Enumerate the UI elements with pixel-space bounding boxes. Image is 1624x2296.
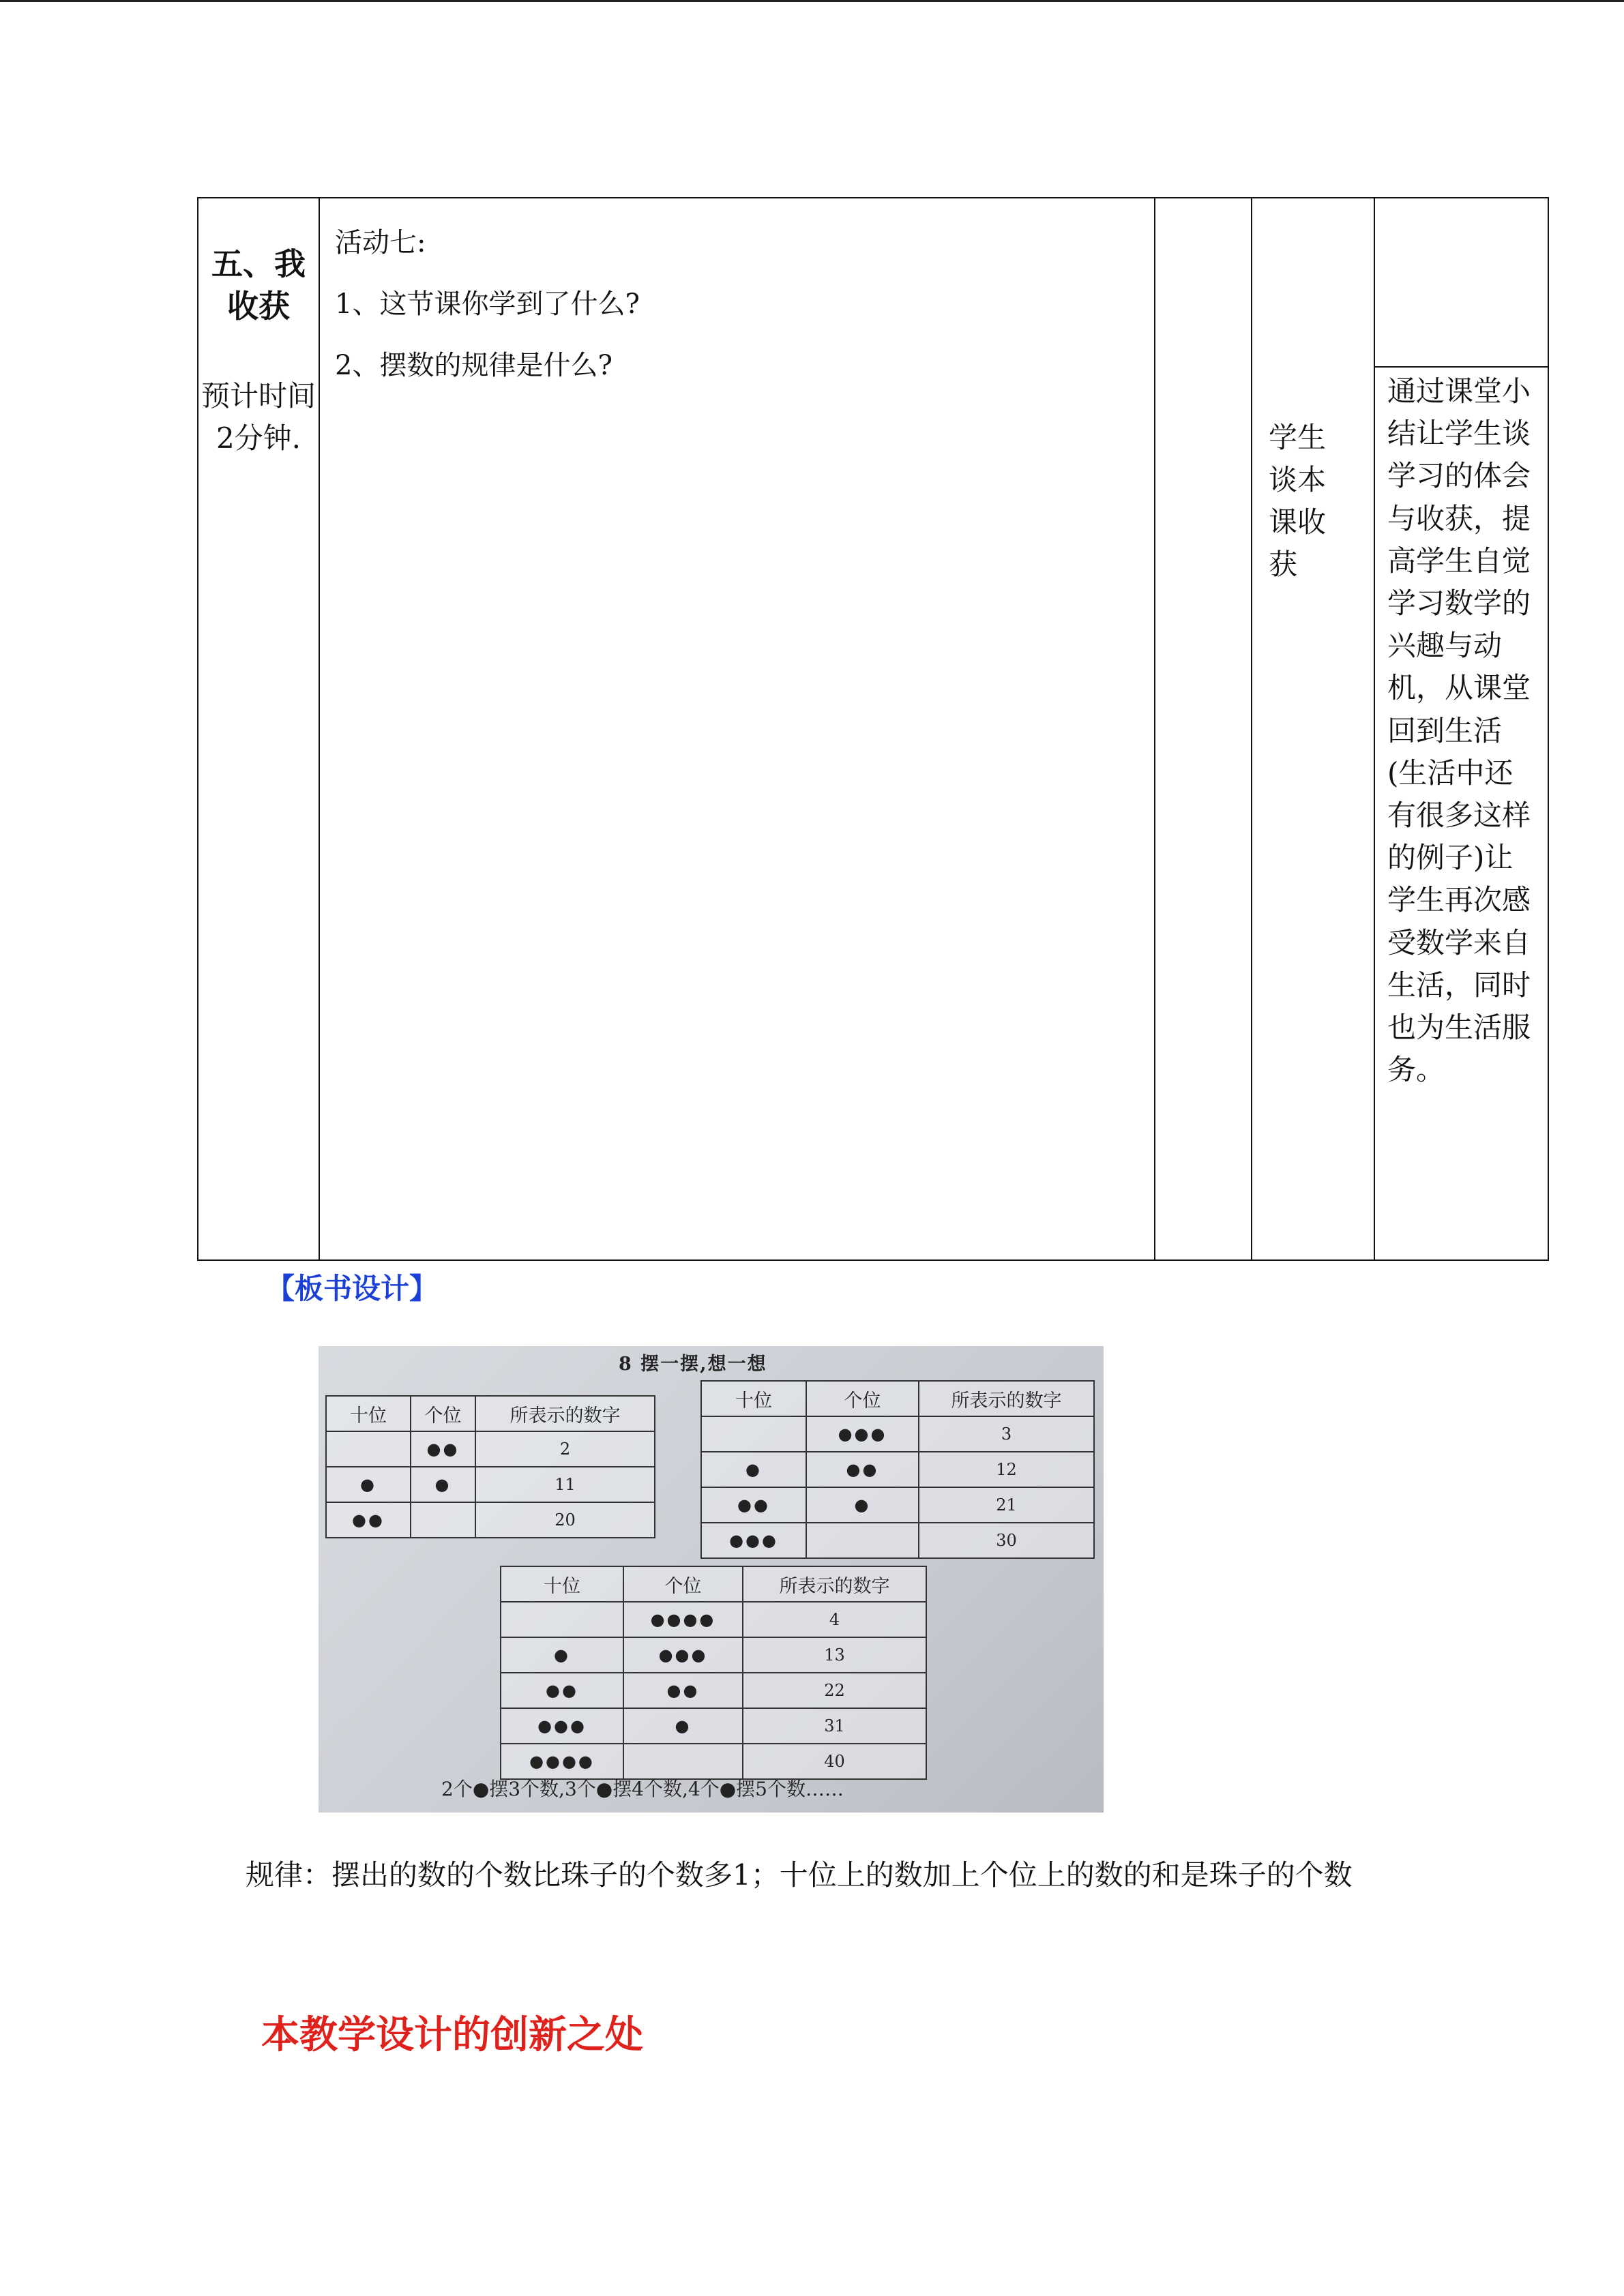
stage-title: 五、我收获 <box>211 245 306 325</box>
tens-beads: ●●● <box>501 1708 623 1744</box>
number-cell: 20 <box>475 1502 655 1538</box>
design-purpose-text: 通过课堂小结让学生谈学习的体会与收获，提高学生自觉学习数学的兴趣与动机，从课堂回到生活(生活中还有很多这样的例子)让学生再次感受数学来自生活，同时也为生活服务。 <box>1387 374 1531 1087</box>
ones-beads: ●● <box>806 1452 919 1487</box>
table-row <box>198 198 1548 1260</box>
student-activity-cell <box>1252 198 1374 1260</box>
bead-table-1 <box>325 1395 655 1538</box>
ones-beads: ●● <box>623 1673 743 1708</box>
empty-cell <box>1155 198 1252 1260</box>
ones-beads: ●●●● <box>623 1602 743 1637</box>
tens-beads: ●● <box>701 1487 806 1523</box>
table-row <box>326 1467 655 1502</box>
table-row <box>701 1487 1094 1523</box>
number-cell: 22 <box>743 1673 926 1708</box>
activity-cell <box>319 198 1155 1260</box>
textbook-photo <box>319 1346 1104 1813</box>
stage-time: 预计时间2分钟. <box>201 379 316 455</box>
tens-beads <box>501 1602 623 1637</box>
number-cell: 11 <box>475 1467 655 1502</box>
ones-beads: ●●● <box>623 1637 743 1673</box>
tens-beads: ● <box>701 1452 806 1487</box>
tens-beads: ● <box>326 1467 411 1502</box>
number-cell: 21 <box>919 1487 1094 1523</box>
table-row <box>501 1602 926 1637</box>
board-design-heading: 【板书设计】 <box>266 1272 439 1305</box>
tens-beads <box>326 1431 411 1467</box>
table-header-row <box>326 1396 655 1431</box>
tens-beads: ●●● <box>701 1523 806 1558</box>
number-cell: 40 <box>743 1744 926 1779</box>
bead-table-3 <box>500 1566 927 1780</box>
header-number: 所表示的数字 <box>919 1381 1094 1416</box>
header-number: 所表示的数字 <box>475 1396 655 1431</box>
innovation-heading: 本教学设计的创新之处 <box>261 2012 643 2057</box>
table-header-row <box>701 1381 1094 1416</box>
table-row <box>501 1673 926 1708</box>
activity-line: 1、这节课你学到了什么? <box>335 288 640 320</box>
ones-beads: ● <box>623 1708 743 1744</box>
student-activity: 学生谈本课收获 <box>1269 421 1327 581</box>
number-cell: 30 <box>919 1523 1094 1558</box>
page-top-border <box>0 0 1624 2</box>
number-cell: 3 <box>919 1416 1094 1452</box>
ones-beads <box>411 1502 475 1538</box>
cell-divider <box>1375 366 1548 368</box>
lesson-plan-table <box>197 197 1549 1261</box>
header-number: 所表示的数字 <box>743 1566 926 1602</box>
ones-beads: ● <box>411 1467 475 1502</box>
header-ones: 个位 <box>806 1381 919 1416</box>
photo-title: 8 摆一摆,想一想 <box>619 1354 767 1375</box>
ones-beads <box>806 1523 919 1558</box>
number-cell: 12 <box>919 1452 1094 1487</box>
tens-beads: ●● <box>326 1502 411 1538</box>
ones-beads: ●● <box>411 1431 475 1467</box>
stage-cell <box>198 198 319 1260</box>
table-row <box>501 1637 926 1673</box>
photo-caption: 2个●摆3个数,3个●摆4个数,4个●摆5个数…… <box>441 1778 844 1800</box>
activity-line: 活动七: <box>335 227 426 258</box>
activity-line: 2、摆数的规律是什么? <box>335 350 612 381</box>
tens-beads: ● <box>501 1637 623 1673</box>
ones-beads: ● <box>806 1487 919 1523</box>
header-tens: 十位 <box>501 1566 623 1602</box>
number-cell: 13 <box>743 1637 926 1673</box>
ones-beads: ●●● <box>806 1416 919 1452</box>
table-row <box>326 1502 655 1538</box>
table-row <box>701 1416 1094 1452</box>
header-tens: 十位 <box>701 1381 806 1416</box>
design-purpose-cell <box>1374 198 1548 1260</box>
table-row <box>326 1431 655 1467</box>
tens-beads: ●●●● <box>501 1744 623 1779</box>
table-row <box>701 1523 1094 1558</box>
header-ones: 个位 <box>623 1566 743 1602</box>
tens-beads: ●● <box>501 1673 623 1708</box>
header-tens: 十位 <box>326 1396 411 1431</box>
table-header-row <box>501 1566 926 1602</box>
number-cell: 31 <box>743 1708 926 1744</box>
header-ones: 个位 <box>411 1396 475 1431</box>
tens-beads <box>701 1416 806 1452</box>
table-row <box>501 1708 926 1744</box>
number-cell: 2 <box>475 1431 655 1467</box>
rule-text: 规律：摆出的数的个数比珠子的个数多1；十位上的数加上个位上的数的和是珠子的个数 <box>246 1858 1353 1892</box>
bead-table-2 <box>700 1380 1095 1559</box>
number-cell: 4 <box>743 1602 926 1637</box>
table-row <box>701 1452 1094 1487</box>
